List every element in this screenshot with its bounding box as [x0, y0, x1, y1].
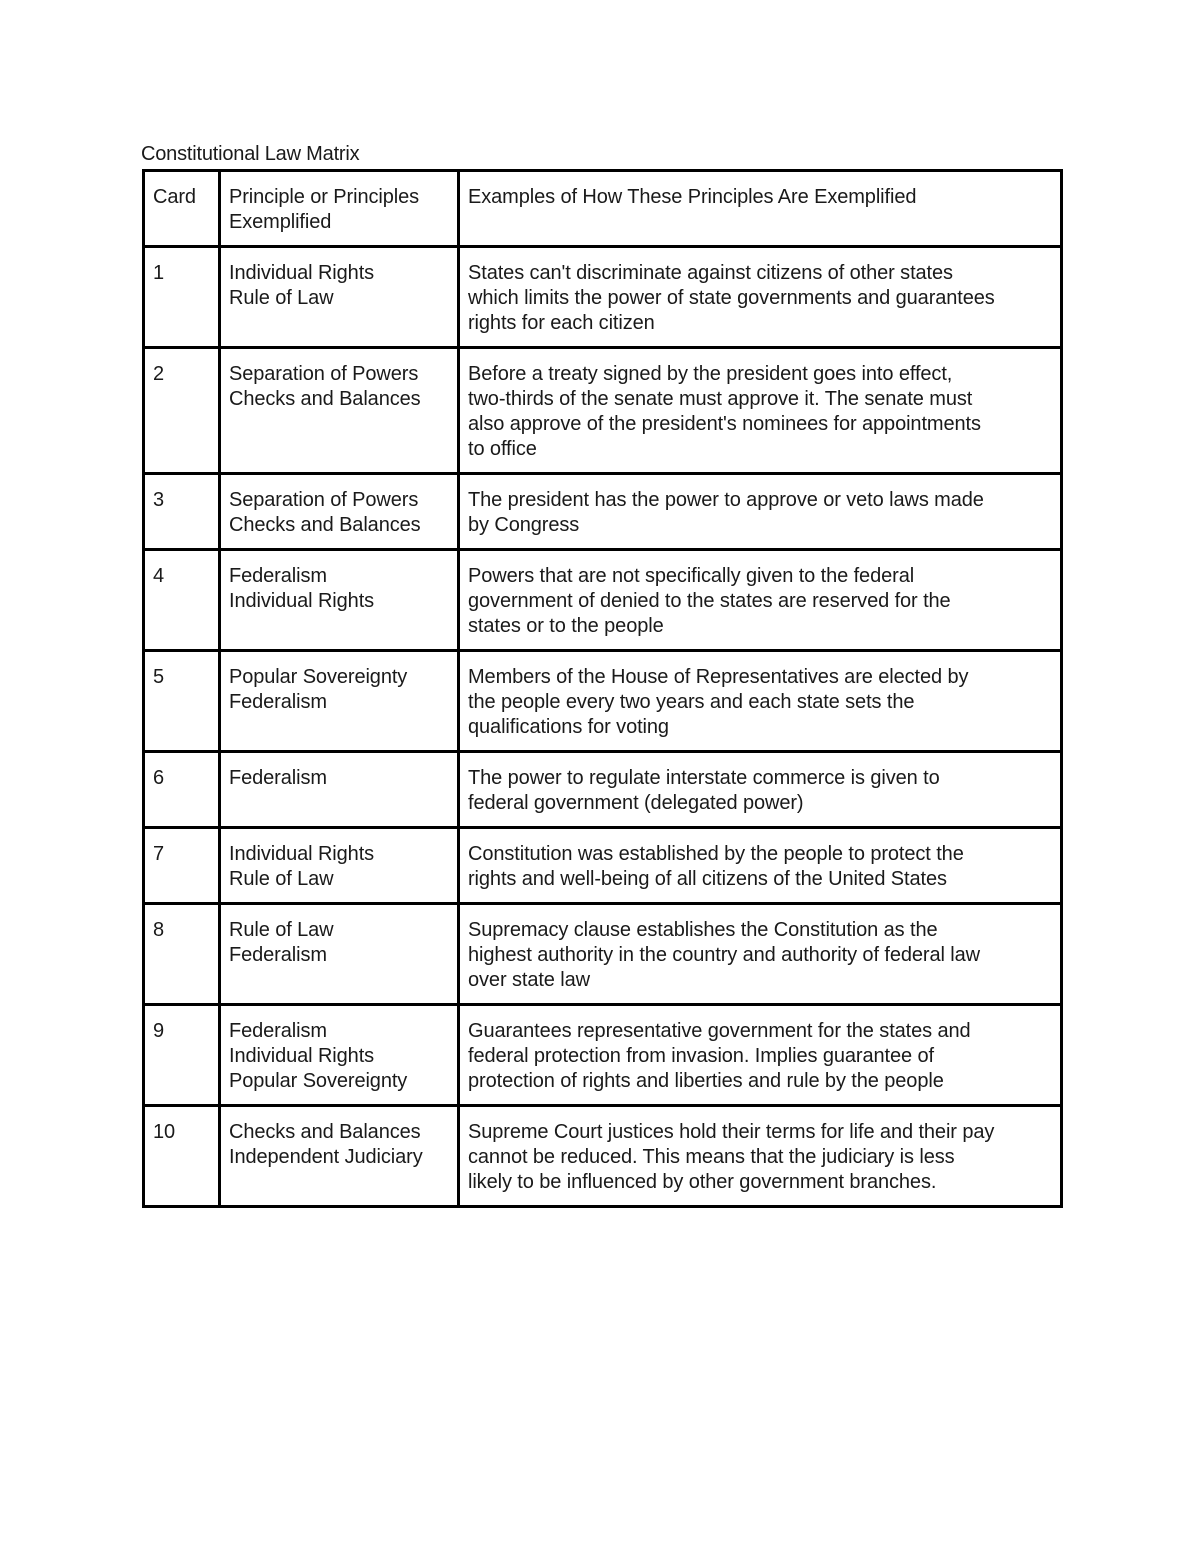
card-number-cell — [144, 1005, 220, 1106]
principle-item: Checks and Balances — [229, 514, 421, 536]
principle-item: Checks and Balances — [229, 1121, 421, 1143]
principle-item: Separation of Powers — [229, 489, 419, 511]
example-text-line: also approve of the president's nominees for appointments — [468, 413, 981, 435]
principle-item: Independent Judiciary — [229, 1146, 423, 1168]
header-card-label: Card — [153, 186, 196, 208]
principle-item: Federalism — [229, 691, 327, 713]
header-card — [144, 171, 220, 247]
card-number-cell — [144, 651, 220, 752]
table-header-row — [144, 171, 1062, 247]
table-row — [144, 348, 1062, 474]
card-number: 1 — [153, 262, 165, 284]
table-row — [144, 474, 1062, 550]
header-examples — [459, 171, 1062, 247]
principles-cell — [220, 651, 459, 752]
table-row — [144, 1005, 1062, 1106]
principle-item: Rule of Law — [229, 287, 334, 309]
card-number-cell — [144, 1106, 220, 1207]
table-row — [144, 828, 1062, 904]
principle-item: Individual Rights — [229, 1045, 375, 1067]
principles-cell — [220, 247, 459, 348]
principle-item: Federalism — [229, 565, 327, 587]
principle-item: Popular Sovereignty — [229, 1070, 408, 1092]
principles-cell — [220, 474, 459, 550]
example-cell — [459, 550, 1062, 651]
example-text-line: States can't discriminate against citizens of other states — [468, 262, 953, 284]
header-principles — [220, 171, 459, 247]
table-row — [144, 247, 1062, 348]
card-number: 7 — [153, 843, 165, 865]
example-text-line: the people every two years and each state sets the — [468, 691, 915, 713]
example-cell — [459, 1005, 1062, 1106]
table-row — [144, 550, 1062, 651]
example-text-line: two-thirds of the senate must approve it. The senate must — [468, 388, 973, 410]
table-row — [144, 904, 1062, 1005]
example-cell — [459, 904, 1062, 1005]
example-cell — [459, 474, 1062, 550]
card-number-cell — [144, 474, 220, 550]
principle-item: Federalism — [229, 1020, 327, 1042]
example-text-line: Guarantees representative government for the states and — [468, 1020, 971, 1042]
header-principles-line: Principle or Principles — [229, 186, 419, 208]
example-text-line: over state law — [468, 969, 590, 991]
table-row — [144, 1106, 1062, 1207]
principle-item: Checks and Balances — [229, 388, 421, 410]
example-text-line: likely to be influenced by other government branches. — [468, 1171, 937, 1193]
example-text-line: Before a treaty signed by the president goes into effect, — [468, 363, 953, 385]
example-text-line: highest authority in the country and authority of federal law — [468, 944, 980, 966]
example-text-line: Members of the House of Representatives are elected by — [468, 666, 969, 688]
card-number: 8 — [153, 919, 165, 941]
principle-item: Separation of Powers — [229, 363, 419, 385]
constitutional-law-matrix-table — [142, 169, 1063, 1208]
card-number: 9 — [153, 1020, 165, 1042]
example-cell — [459, 828, 1062, 904]
example-cell — [459, 247, 1062, 348]
example-text-line: cannot be reduced. This means that the judiciary is less — [468, 1146, 955, 1168]
card-number-cell — [144, 247, 220, 348]
card-number: 6 — [153, 767, 165, 789]
principles-cell — [220, 550, 459, 651]
principles-cell — [220, 1005, 459, 1106]
card-number: 10 — [153, 1121, 176, 1143]
principles-cell — [220, 904, 459, 1005]
example-text-line: which limits the power of state governments and guarantees — [468, 287, 995, 309]
card-number-cell — [144, 904, 220, 1005]
header-principles-line: Exemplified — [229, 211, 332, 233]
example-text-line: by Congress — [468, 514, 580, 536]
principle-item: Rule of Law — [229, 868, 334, 890]
example-cell — [459, 348, 1062, 474]
example-text-line: to office — [468, 438, 537, 460]
principles-cell — [220, 752, 459, 828]
table-row — [144, 752, 1062, 828]
card-number-cell — [144, 752, 220, 828]
principle-item: Rule of Law — [229, 919, 334, 941]
example-cell — [459, 1106, 1062, 1207]
principle-item: Popular Sovereignty — [229, 666, 408, 688]
example-cell — [459, 651, 1062, 752]
example-text-line: The president has the power to approve or veto laws made — [468, 489, 984, 511]
example-text-line: federal government (delegated power) — [468, 792, 804, 814]
example-text-line: Powers that are not specifically given to the federal — [468, 565, 915, 587]
card-number: 5 — [153, 666, 165, 688]
example-text-line: protection of rights and liberties and rule by the people — [468, 1070, 944, 1092]
card-number: 2 — [153, 363, 165, 385]
principle-item: Individual Rights — [229, 590, 375, 612]
example-text-line: government of denied to the states are reserved for the — [468, 590, 951, 612]
principle-item: Federalism — [229, 944, 327, 966]
card-number: 3 — [153, 489, 165, 511]
example-text-line: federal protection from invasion. Implies guarantee of — [468, 1045, 934, 1067]
table-row — [144, 651, 1062, 752]
principles-cell — [220, 828, 459, 904]
example-text-line: Supreme Court justices hold their terms for life and their pay — [468, 1121, 995, 1143]
principles-cell — [220, 1106, 459, 1207]
example-cell — [459, 752, 1062, 828]
example-text-line: The power to regulate interstate commerce is given to — [468, 767, 940, 789]
principle-item: Individual Rights — [229, 262, 375, 284]
card-number-cell — [144, 828, 220, 904]
example-text-line: Constitution was established by the people to protect the — [468, 843, 964, 865]
example-text-line: rights and well-being of all citizens of the United States — [468, 868, 947, 890]
principle-item: Federalism — [229, 767, 327, 789]
header-examples-label: Examples of How These Principles Are Exemplified — [468, 186, 917, 208]
principles-cell — [220, 348, 459, 474]
example-text-line: rights for each citizen — [468, 312, 655, 334]
principle-item: Individual Rights — [229, 843, 375, 865]
card-number-cell — [144, 348, 220, 474]
example-text-line: qualifications for voting — [468, 716, 669, 738]
example-text-line: states or to the people — [468, 615, 664, 637]
table-body — [144, 171, 1062, 1207]
card-number-cell — [144, 550, 220, 651]
example-text-line: Supremacy clause establishes the Constitution as the — [468, 919, 938, 941]
document-title: Constitutional Law Matrix — [141, 143, 360, 165]
card-number: 4 — [153, 565, 165, 587]
